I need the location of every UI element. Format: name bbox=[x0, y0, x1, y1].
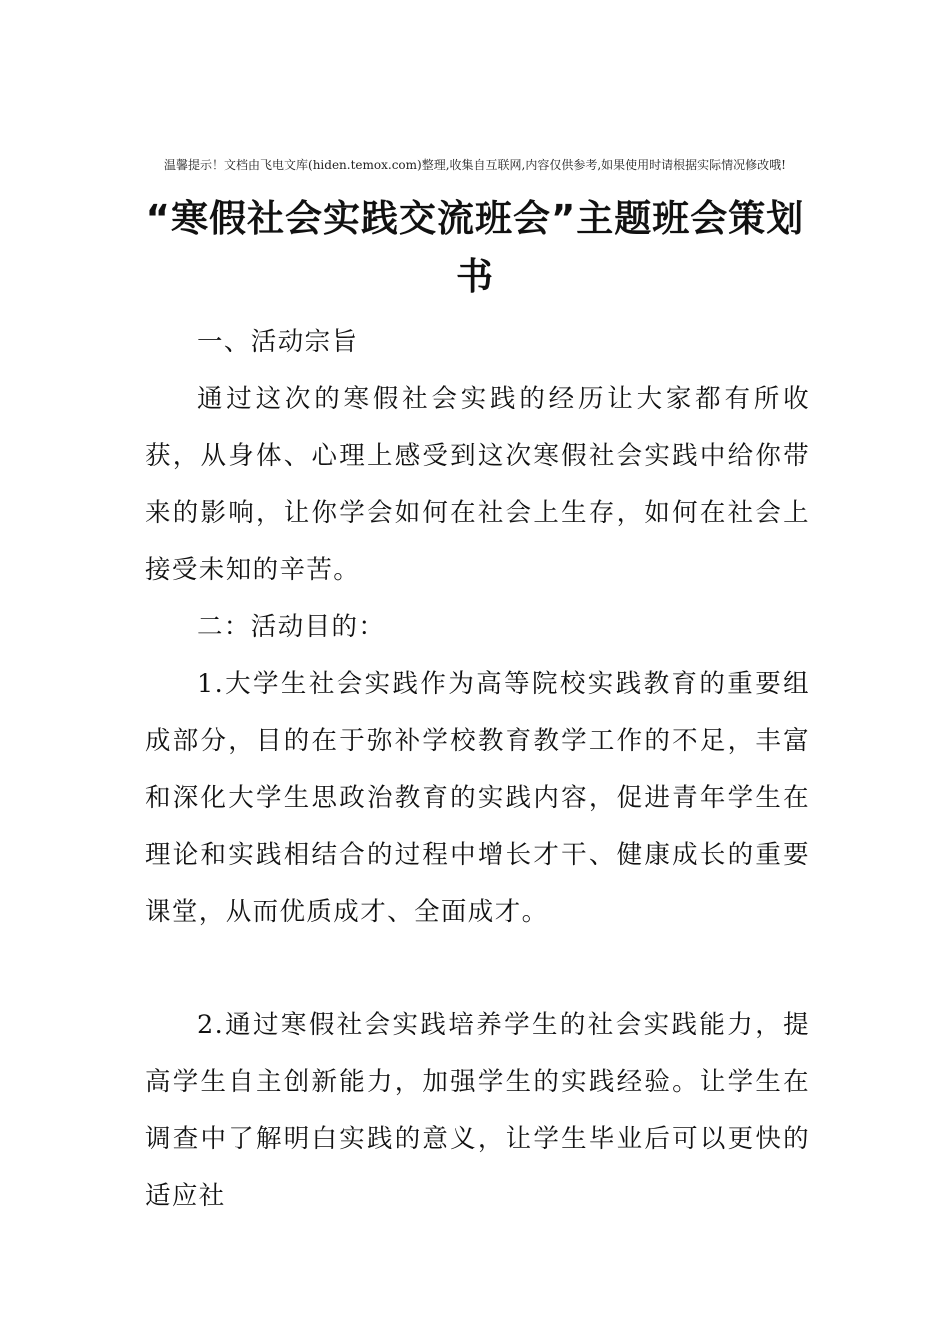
paragraph-goal-2: 2.通过寒假社会实践培养学生的社会实践能力，提高学生自主创新能力，加强学生的实践经验。让学生在调查中了解明白实践的意义，让学生毕业后可以更快的适应社 bbox=[145, 1010, 810, 1211]
paragraph-goal-1: 1.大学生社会实践作为高等院校实践教育的重要组成部分，目的在于弥补学校教育教学工作的不足，丰富和深化大学生思政治教育的实践内容，促进青年学生在理论和实践相结合的过程中增长才干、健康成长的重要课堂，从而优质成才、全面成才。 bbox=[145, 669, 810, 927]
paragraph-purpose: 通过这次的寒假社会实践的经历让大家都有所收获，从身体、心理上感受到这次寒假社会实践中给你带来的影响，让你学会如何在社会上生存，如何在社会上接受未知的辛苦。 bbox=[145, 384, 810, 585]
section-heading-purpose: 一、活动宗旨 bbox=[197, 327, 359, 357]
section-heading-goals: 二：活动目的： bbox=[197, 612, 386, 642]
document-title: “寒假社会实践交流班会”主题班会策划书 bbox=[145, 197, 805, 298]
document-body-bottom bbox=[145, 997, 810, 1225]
document-body-top bbox=[145, 314, 810, 941]
header-notice: 温馨提示！文档由飞电文库(hiden.temox.com)整理,收集自互联网,内容仅供参考,如果使用时请根据实际情况修改哦! bbox=[164, 158, 786, 172]
